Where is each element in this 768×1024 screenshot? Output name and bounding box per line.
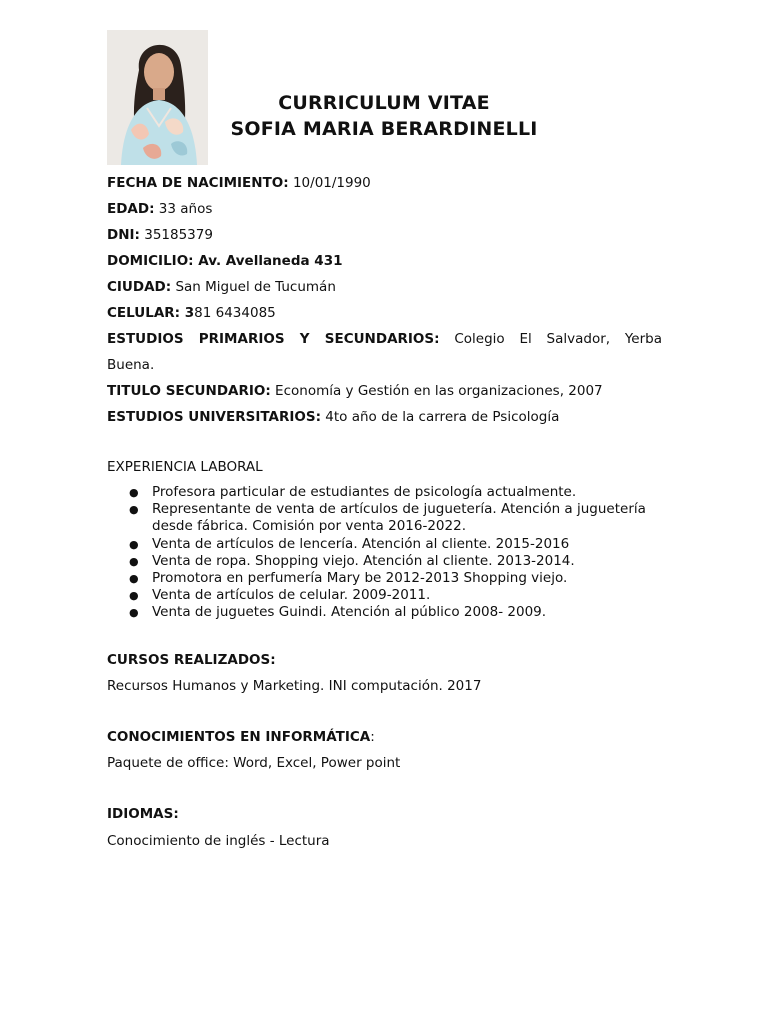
it-skills-text: Paquete de office: Word, Excel, Power point (107, 755, 401, 771)
school-studies-label: ESTUDIOS PRIMARIOS Y SECUNDARIOS: (107, 331, 440, 347)
city-line (107, 274, 662, 300)
phone-line (107, 300, 662, 326)
list-item: ● Representante de venta de artículos de juguetería. Atención a juguetería desde fábrica. Comisión por venta 2016-2022. (129, 501, 646, 535)
bullet-icon: ● (129, 589, 139, 603)
bullet-icon: ● (129, 554, 139, 568)
list-item: ● Venta de artículos de lencería. Atención al cliente. 2015-2016 (129, 535, 570, 552)
university-value: 4to año de la carrera de Psicología (320, 409, 560, 425)
courses-text: Recursos Humanos y Marketing. INI computación. 2017 (107, 678, 482, 694)
school-studies-line (107, 326, 662, 378)
bullet-icon: ● (129, 572, 139, 586)
bullet-icon: ● (129, 486, 139, 499)
list-item: ● Promotora en perfumería Mary be 2012-2013 Shopping viejo. (129, 570, 568, 587)
school-studies-value: Colegio El Salvador, Yerba Buena. (107, 331, 662, 373)
document-title: CURRICULUM VITAE (278, 92, 490, 114)
it-skills-heading-line (107, 729, 375, 745)
dni-line (107, 222, 662, 248)
age-label: EDAD: (107, 201, 155, 217)
languages-heading: IDIOMAS: (107, 806, 179, 822)
profile-photo (107, 30, 208, 165)
birth-date-label: FECHA DE NACIMIENTO: (107, 175, 289, 191)
university-label: ESTUDIOS UNIVERSITARIOS: (107, 409, 321, 425)
courses-heading: CURSOS REALIZADOS: (107, 652, 276, 668)
dni-label: DNI: (107, 227, 140, 243)
person-name: SOFIA MARIA BERARDINELLI (230, 118, 538, 140)
experience-heading: EXPERIENCIA LABORAL (107, 459, 263, 475)
address-label: DOMICILIO: (107, 253, 194, 269)
birth-date-value: 10/01/1990 (288, 175, 371, 191)
secondary-title-label: TITULO SECUNDARIO: (107, 383, 271, 399)
phone-value: 81 6434085 (194, 305, 276, 321)
languages-text: Conocimiento de inglés - Lectura (107, 833, 330, 849)
birth-date-line (107, 170, 662, 196)
phone-label: CELULAR: 3 (107, 305, 195, 321)
city-label: CIUDAD: (107, 279, 172, 295)
it-skills-heading: CONOCIMIENTOS EN INFORMÁTICA (107, 729, 371, 745)
age-line (107, 196, 662, 222)
list-item: ● Profesora particular de estudiantes de psicología actualmente. (129, 484, 577, 500)
experience-list (107, 484, 667, 622)
dni-value: 35185379 (139, 227, 213, 243)
list-item: ● Venta de ropa. Shopping viejo. Atención al cliente. 2013-2014. (129, 552, 575, 569)
address-line (107, 248, 662, 274)
university-line (107, 404, 662, 430)
address-value: Av. Avellaneda 431 (193, 253, 343, 269)
bullet-icon: ● (129, 503, 139, 517)
secondary-title-line (107, 378, 662, 404)
list-item: ● Venta de juguetes Guindi. Atención al público 2008- 2009. (129, 604, 547, 621)
secondary-title-value: Economía y Gestión en las organizaciones, 2007 (270, 383, 603, 399)
city-value: San Miguel de Tucumán (171, 279, 336, 295)
bullet-icon: ● (129, 537, 139, 551)
age-value: 33 años (154, 201, 213, 217)
bullet-icon: ● (129, 606, 139, 620)
list-item: ● Venta de artículos de celular. 2009-2011. (129, 587, 431, 604)
it-skills-colon: : (370, 729, 375, 745)
